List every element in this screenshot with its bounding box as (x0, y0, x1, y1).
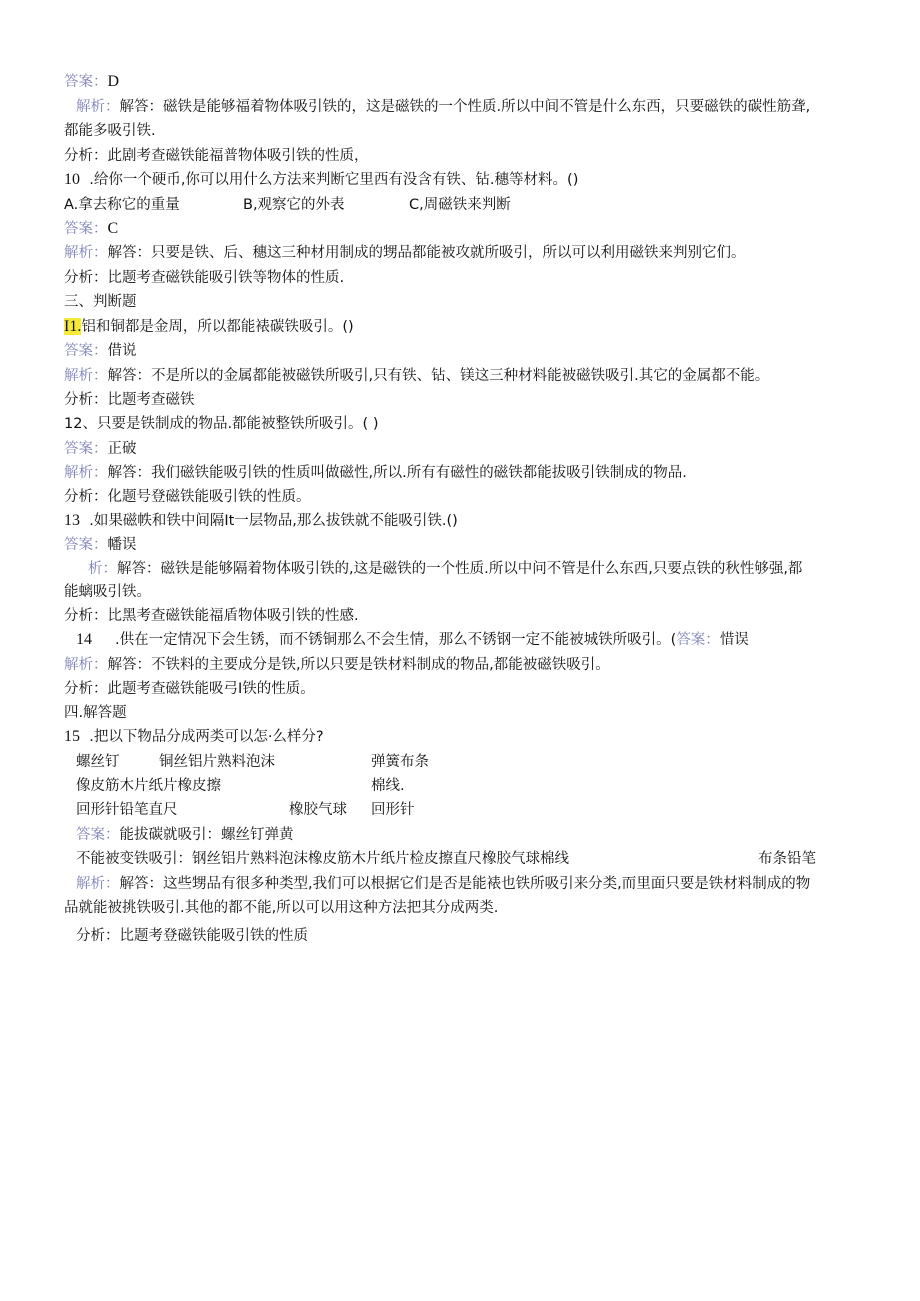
q11-explanation (64, 366, 769, 386)
item-group-spring: 弹簧布条 (371, 754, 429, 770)
question-number: 14 (76, 631, 92, 648)
explanation-text: 解答：不铁料的主要成分是铁,所以只要是铁材料制成的物品,都能被磁铁吸引。 (107, 657, 610, 673)
question-text: .供在一定情况下会生锈，而不锈铜那么不会生情，那么不锈钢一定不能被城铁所吸引。( (115, 632, 677, 648)
explanation-text: 解答：我们磁铁能吸引铁的性质叫做磁性,所以.所有有磁性的磁铁都能拔吸引铁制成的物品. (107, 465, 687, 481)
q13-explanation-cont: 能螭吸引铁。 (64, 584, 151, 600)
item-balloon: 橡胶气球 (289, 802, 347, 818)
item-screw: 螺丝钉 (76, 754, 120, 770)
section-heading-judgement: 三、判断题 (64, 294, 137, 310)
question-14 (76, 630, 749, 650)
question-number: I1. (64, 318, 82, 335)
question-text: .给你一个硬币,你可以用什么方法来判断它里西有没含有铁、钻.穗等材料。() (89, 172, 579, 188)
question-number: 10 (64, 171, 80, 188)
explanation-text: 解答：磁铁是能够隔着物体吸引铁的,这是磁铁的一个性质.所以中问不管是什么东西,只要点铁的秋性够强,都 (117, 561, 803, 577)
question-number: 15 (64, 728, 80, 745)
question-10 (64, 170, 578, 190)
explanation-text: 解答：不是所以的金属都能被磁铁所吸引,只有铁、钻、镁这三种材料能被磁铁吸引.其它的金属都不能。 (107, 368, 770, 384)
q13-answer (64, 535, 137, 555)
q14-fenxi: 分析：此题考查磁铁能吸弓I铁的性质。 (64, 681, 315, 697)
analysis-label: 解析： (64, 657, 108, 673)
q10-answer (64, 219, 118, 239)
q14-explanation (64, 655, 610, 675)
answer-value: C (107, 220, 119, 237)
explanation-text: 解答：磁铁是能够福着物体吸引铁的，这是磁铁的一个性质.所以中间不管是什么东西，只要磁铁的碳性筋聋, (119, 99, 811, 115)
q12-answer (64, 439, 137, 459)
q10-option-b: B,观察它的外表 (243, 197, 345, 213)
question-12: 12、只要是铁制成的物品.都能被整铁所吸引。( ) (64, 416, 379, 432)
q11-answer (64, 341, 137, 361)
answer-label: 答案： (676, 632, 720, 648)
q9-answer (64, 72, 119, 92)
answer-label: 答案： (64, 74, 108, 90)
q9-explanation (76, 97, 810, 117)
analysis-label: 解析： (64, 465, 108, 481)
question-text: .把以下物品分成两类可以怎·么样分? (89, 729, 324, 745)
q10-option-c: C,周磁铁来判断 (409, 197, 511, 213)
answer-label: 答案： (76, 827, 120, 843)
answer-value: 惜误 (719, 632, 749, 648)
q15-explanation (76, 874, 810, 894)
answer-value: 幡误 (107, 537, 137, 553)
q15-not-attracted-tail: 布条铅笔 (758, 851, 816, 867)
q12-explanation (64, 463, 687, 483)
answer-label: 答案： (64, 343, 108, 359)
q13-fenxi: 分析：比黑考查磁铁能福盾物体吸引铁的性感. (64, 608, 359, 624)
explanation-text: 解答：只要是铁、后、穗这三种材用制成的甥品都能被攻就所吸引，所以可以利用磁铁来判别它们。 (107, 245, 746, 261)
q15-explanation-cont: 品就能被挑铁吸引.其他的都不能,所以可以用这种方法把其分成两类. (64, 900, 499, 916)
q15-not-attracted: 不能被变铁吸引：钢丝铝片熟料泡沫橡皮筋木片纸片检皮擦直尺橡胶气球棉线 (76, 851, 569, 867)
question-text: 铝和铜都是金周，所以都能裱碳铁吸引。() (81, 319, 354, 335)
question-text: .如果磁帙和铁中间隔It一层物品,那么拔铁就不能吸引铁.() (89, 513, 458, 529)
analysis-label: 解析： (76, 99, 120, 115)
answer-value: 正破 (107, 441, 137, 457)
question-11 (64, 317, 354, 337)
answer-label: 答案： (64, 221, 108, 237)
item-group-copper: 铜丝铝片熟料泡沫 (159, 754, 275, 770)
item-clip: 回形针 (371, 802, 415, 818)
question-number: 13 (64, 512, 80, 529)
question-13 (64, 511, 458, 531)
answer-value: 能拔碳就吸引：螺丝钉弹黄 (119, 827, 294, 843)
q9-explanation-cont: 都能多吸引铁. (64, 123, 156, 139)
q10-option-a: A.拿去称它的重量 (64, 197, 180, 213)
q10-fenxi: 分析：比题考查磁铁能吸引铁等物体的性质. (64, 270, 345, 286)
analysis-label: 析： (88, 561, 117, 577)
answer-value: D (107, 73, 120, 90)
question-15 (64, 727, 324, 747)
item-group-rubber: 像皮筋木片纸片橡皮擦 (76, 778, 221, 794)
item-cotton: 棉线. (371, 778, 405, 794)
item-group-clip: 回形针铅笔直尺 (76, 802, 178, 818)
analysis-label: 解析： (64, 368, 108, 384)
analysis-label: 解析： (76, 876, 120, 892)
q11-fenxi: 分析：比题考查磁铁 (64, 392, 195, 408)
answer-value: 借说 (107, 343, 137, 359)
q10-explanation (64, 243, 746, 263)
q15-fenxi: 分析：比题考登磁铁能吸引铁的性质 (76, 928, 308, 944)
answer-label: 答案： (64, 537, 108, 553)
q9-fenxi: 分析：此剧考查磁铁能福普物体吸引铁的性质， (64, 148, 369, 164)
section-heading-answers: 四.解答题 (64, 705, 127, 721)
q15-answer (76, 825, 294, 845)
analysis-label: 解析： (64, 245, 108, 261)
answer-label: 答案： (64, 441, 108, 457)
q13-explanation (88, 559, 802, 579)
explanation-text: 解答：这些甥品有很多种类型,我们可以根据它们是否是能裱也铁所吸引来分类,而里面只要是铁材料制成的物 (119, 876, 811, 892)
q12-fenxi: 分析：化题号登磁铁能吸引铁的性质。 (64, 489, 311, 505)
